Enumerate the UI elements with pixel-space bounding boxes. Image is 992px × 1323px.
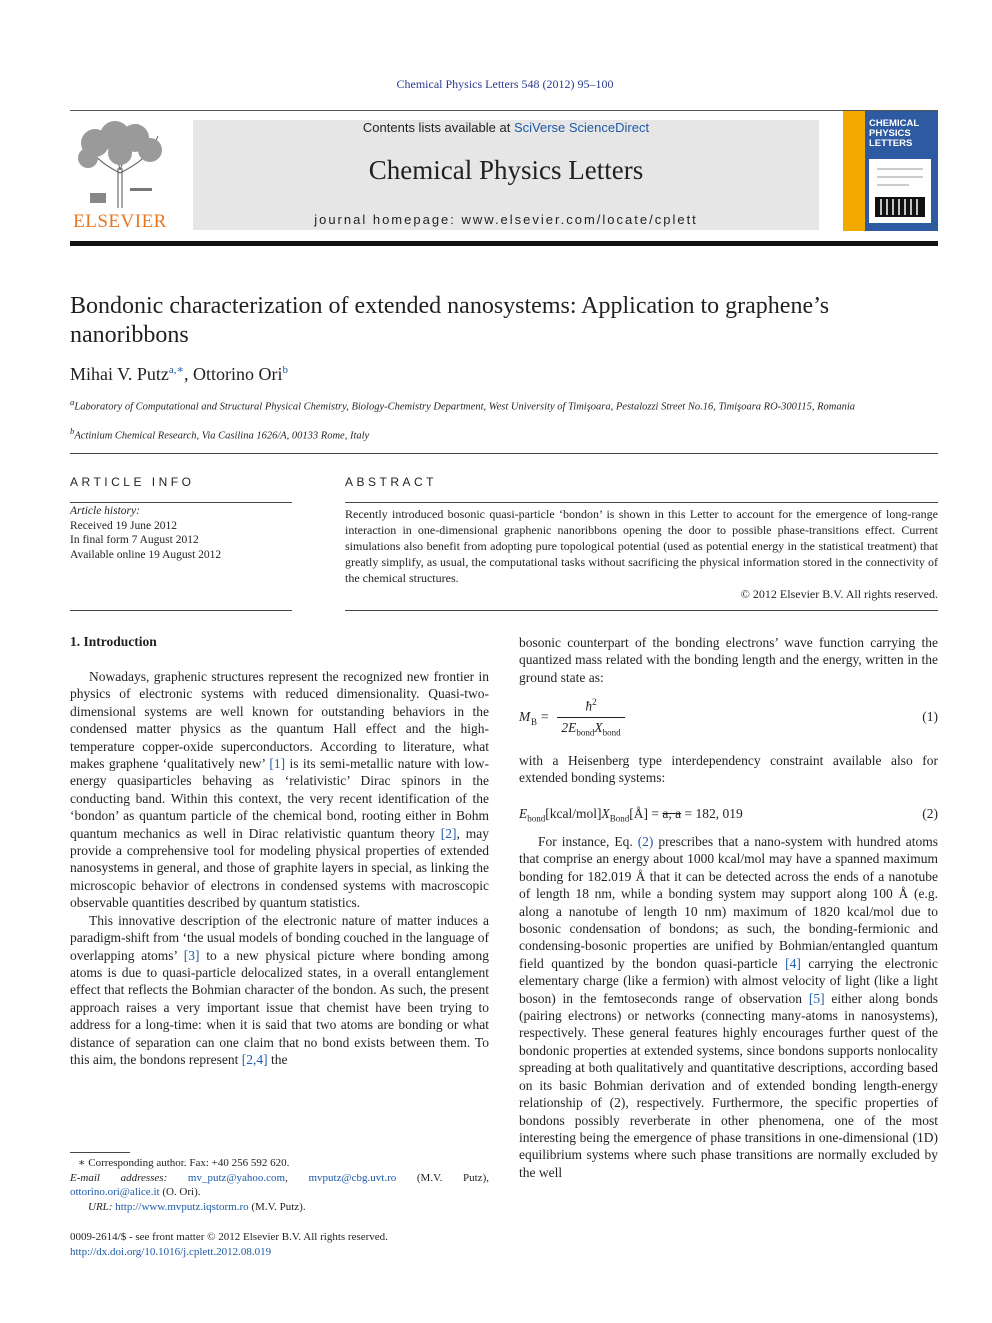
email-link[interactable]: mv_putz@yahoo.com — [187, 1171, 286, 1184]
equation-2: $E_{bond}[kcal/mol]X_{Bond}[Å] = a$, a = 182, 019 (2) — [519, 806, 938, 824]
section-rule — [70, 453, 938, 454]
abstract-bottom-rule — [345, 610, 938, 611]
ref-2-4[interactable]: [2,4] — [241, 1051, 268, 1067]
body-column-left — [70, 668, 489, 1068]
ref-5[interactable]: [5] — [808, 990, 825, 1006]
sciencedirect-link[interactable]: SciVerse ScienceDirect — [513, 120, 650, 135]
journal-cover-thumbnail[interactable] — [843, 111, 938, 231]
issn-block: 0009-2614/$ - see front matter © 2012 Elsevier B.V. All rights reserved. http://dx.doi.org/10.1016/j.cplett.2012.08.019 — [70, 1231, 388, 1258]
doi-link[interactable]: http://dx.doi.org/10.1016/j.cplett.2012.08.019 — [70, 1245, 272, 1258]
affiliation-a: $^a$Laboratory of Computational and Structural Physical Chemistry, Biology-Chemistry Department, West University of Timişoara, Pestalozzi Street No.16, Timişoara RO-300115, Romania — [70, 397, 856, 413]
affiliation-b: $^b$Actinium Chemical Research, Via Casilina 1626/A, 00133 Rome, Italy — [70, 426, 370, 442]
copyright: © 2012 Elsevier B.V. All rights reserved. — [740, 587, 938, 601]
author-putz[interactable]: Mihai V. Putz — [70, 364, 169, 384]
paragraph: For instance, Eq. (2) prescribes that a nano-system with hundred atoms that comprise an energy about 1000 kcal/mol may have a spanned maximum bonding for 182.019 Å that it can be detected across the ends of a nanotube of length 18 nm, while a bonding system may support along 100 Å (e.g. along a nanotube of length 10 nm) maximum of 1820 kcal/mol due to bosonic condensation of bondons; as such, the bonding-fermionic and condensing-bosonic properties are unified by Bohmian/entangled quantum field quantized by the bondon quasi-particle [4] carrying the electronic elementary charge (like a fermion) with almost velocity of light (like a light boson) in the femtoseconds range of observation [5] either along bonds (pairing electrons) or networks (connecting many-atoms in nanosystems), respectively. These general features highly encourages further quest of the bondonic properties at extended systems, since bondons supports nonlocality spreading at both qualitatively and quantitative descriptions, according based on its basic Bohmian derivation and of extended bonding length-energy relationship of (2), respectively. Furthermore, the specific properties of bondons possibly reverberate in other phenomena, one of the most interesting being the emergence of phase transitions in one-dimensional (1D) equilibrium systems where such phase transitions are normally excluded by the well — [519, 834, 939, 1180]
paragraph: with a Heisenberg type interdependency constraint available also for extended bonding systems: — [519, 753, 938, 786]
masthead-rule — [70, 241, 938, 246]
author-list: Mihai V. Putz$^{a,∗}$, Ottorino Ori$^b$ — [70, 364, 288, 384]
abstract-heading: ABSTRACT — [345, 475, 438, 489]
equation-value: 182, 019 — [695, 806, 743, 821]
abstract-rule — [345, 502, 938, 503]
ref-2[interactable]: [2] — [440, 825, 457, 841]
article-info-heading: ARTICLE INFO — [70, 475, 195, 489]
journal-homepage[interactable]: journal homepage: www.elsevier.com/locate/cplett — [314, 212, 698, 227]
article-info-bottom-rule — [70, 610, 292, 611]
equation-1: M B = $ħ^2$ $2E_{bond}X_{bond}$ (1) — [519, 697, 938, 738]
elsevier-tree-icon — [70, 118, 170, 210]
author-ori[interactable]: Ottorino Ori — [192, 364, 283, 384]
contents-line: Contents lists available at SciVerse ScienceDirect — [362, 120, 650, 135]
article-info-rule — [70, 502, 292, 503]
article-title: Bondonic characterization of extended nanosystems: Application to graphene’s nanoribbons — [70, 293, 830, 348]
elsevier-wordmark: ELSEVIER — [73, 211, 167, 232]
header-rule — [70, 110, 938, 111]
paragraph: bosonic counterpart of the bonding electrons’ wave function carrying the quantized mass related with the bonding length and the energy, written in the ground state as: — [519, 635, 938, 685]
email-link[interactable]: mvputz@cbg.uvt.ro — [308, 1171, 397, 1184]
section-heading-introduction: 1. Introduction — [70, 634, 157, 649]
abstract-text: Recently introduced bosonic quasi-particle ‘bondon’ is shown in this Letter to account for the emergence of long-range interaction in one-dimensional graphenic nanoribbons opening the door to possible phase-transitions effect. Current simulations also benefit from adopting pure topological potential (used as potential energy in the statistical treatment) that greatly simplify, as usual, the computational tasks without sacrificing the physical information stored in the connectivity of the chemical structures. © 2012 Elsevier B.V. All rights reserved. — [345, 507, 938, 601]
ref-4[interactable]: [4] — [785, 955, 801, 971]
cover-graphic — [869, 159, 931, 223]
body-column-right — [519, 833, 938, 1181]
paragraph: This innovative description of the electronic nature of matter induces a paradigm-shift from ‘the usual models of bonding couched in the language of overlapping atoms’ [3] to a new physical picture where bonding among atoms is due to quasi-particle delocalized states, in a overall entanglement effect that reflects the Bohmian character of the bondon. As such, the present approach raises a very important issue that chemist have been trying to address for a long-time: when it is said that two atoms are bonding or what distance of separation can one claim that no bond exists between them. To this aim, the bondons represent [2,4] the — [70, 912, 489, 1067]
article-history: Article history: Received 19 June 2012 In final form 7 August 2012 Available online 19 August 2012 — [70, 505, 222, 561]
footnotes: ∗ Corresponding author. Fax: +40 256 592 620. E-mail addresses: mv_putz@yahoo.com, mvputz@cbg.uvt.ro (M.V. Putz), ottorino.ori@alice.it (O. Ori). URL: http://www.mvputz.iqstorm.ro (M.V. Putz). — [70, 1157, 489, 1213]
homepage-link[interactable]: http://www.mvputz.iqstorm.ro — [115, 1200, 249, 1213]
ref-1[interactable]: [1] — [269, 756, 286, 772]
author-putz-affiliation[interactable]: a,∗ — [168, 364, 184, 376]
cover-bars-icon — [869, 159, 931, 223]
footnote-rule — [70, 1152, 130, 1153]
cover-strip — [843, 111, 865, 231]
author-ori-affiliation[interactable]: b — [282, 364, 288, 376]
ref-3[interactable]: [3] — [183, 947, 200, 963]
corresponding-author-note: ∗ Corresponding author. Fax: +40 256 592 620. — [78, 1157, 290, 1169]
cover-title: CHEMICAL PHYSICS LETTERS — [869, 118, 920, 149]
equation-number: (1) — [922, 709, 938, 724]
email-link[interactable]: ottorino.ori@alice.it — [70, 1186, 160, 1198]
paragraph: Nowadays, graphenic structures represent the recognized new frontier in physics of electronic systems with reduced dimensionality. Quasi-two-dimensional systems are well known for outstanding behaviors in the condensed matter physics as the quantum Hall effect and the high-temperature copper-oxide superconductors. According to literature, what makes graphene ‘qualitatively new’ [1] is its semi-metallic nature with low-energy quasiparticles behaving as ‘relativistic’ Dirac spinors in the conducting band. Within this context, the very recent identification of the ‘bondon’ as quantum particle of the chemical bond, rooting either in Bohm quantum mechanics as well in Dirac relativistic quantum theory [2], may provide a comprehensive tool for modeling physical properties of extended nanosystems in general, and those of graphite layers in special, as linking the microscopic behavior of electrons in condensed systems with macroscopic observable quantities described by quantum statistics. — [70, 669, 489, 911]
journal-name: Chemical Physics Letters — [368, 155, 644, 185]
body-column-right-top — [519, 634, 938, 686]
ref-eq-2[interactable]: (2) — [637, 834, 654, 849]
journal-citation[interactable]: Chemical Physics Letters 548 (2012) 95–100 — [396, 77, 614, 91]
equation-number: (2) — [922, 806, 938, 821]
elsevier-logo — [70, 118, 170, 233]
